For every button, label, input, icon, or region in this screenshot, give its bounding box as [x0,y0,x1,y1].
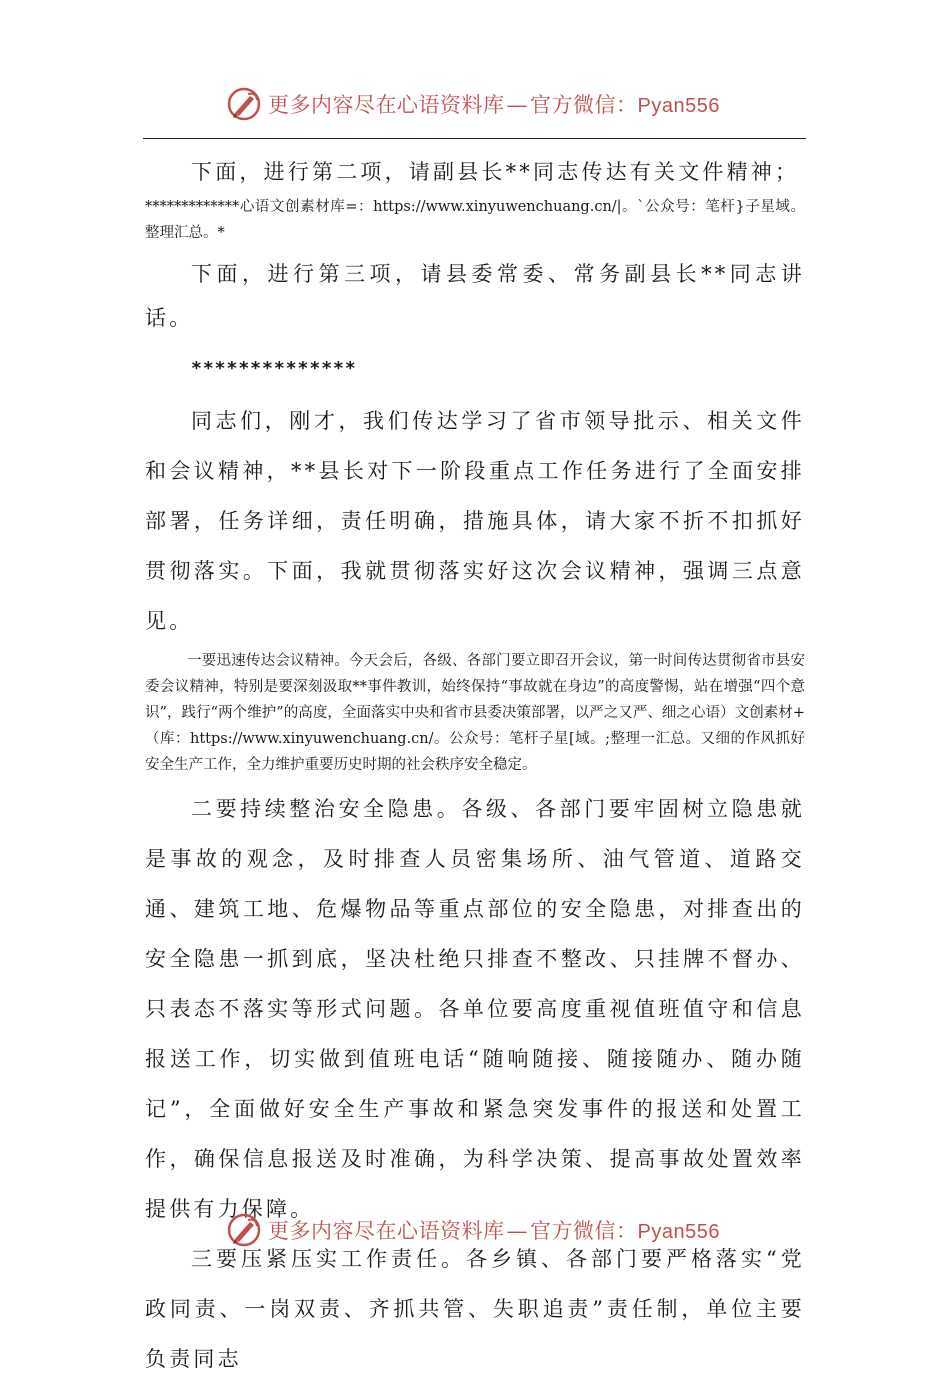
separator-stars: ************** [191,358,357,379]
banner [226,84,720,124]
banner-official: 官方微信： [530,1219,638,1243]
banner-dash: — [506,1219,528,1243]
document-body [145,150,805,1384]
banner-text [268,89,720,119]
banner-wechat-id: Pyan556 [637,95,720,117]
watermark-paragraph-1: *************心语文创素材库=：https://www.xinyuwenchuang.cn/|。`公众号：笔杆}子星域。整理汇总。* [145,199,805,241]
paragraph-item-3: 下面，进行第三项，请县委常委、常务副县长**同志讲话。 [145,262,805,330]
banner-wechat-id: Pyan556 [637,1221,720,1243]
paragraph-point-1: 一要迅速传达会议精神。今天会后，各级、各部门要立即召开会议，第一时间传达贯彻省市县安委会议精神，特别是要深刻汲取**事件教训，始终保持“事故就在身边”的高度警惕，站在增强“四个意识”，践行“两个维护”的高度，全面落实中央和省市县委决策部署，以严之又严、细之心语）文创素材+（库：https://www.xinyuwenchuang.cn/。公众号：笔杆子星[域。;整理一汇总。又细的作风抓好安全生产工作，全力维护重要历史时期的社会秩序安全稳定。 [145,653,805,773]
header-divider [143,138,806,139]
pen-logo-icon [226,1212,262,1248]
banner-text [268,1215,720,1245]
banner [226,1210,720,1250]
paragraph-point-2: 二要持续整治安全隐患。各级、各部门要牢固树立隐患就是事故的观念，及时排查人员密集场所、油气管道、道路交通、建筑工地、危爆物品等重点部位的安全隐患，对排查出的安全隐患一抓到底，坚决杜绝只排查不整改、只挂牌不督办、只表态不落实等形式问题。各单位要高度重视值班值守和信息报送工作，切实做到值班电话“随响随接、随接随办、随办随记”，全面做好安全生产事故和紧急突发事件的报送和处置工作，确保信息报送及时准确，为科学决策、提高事故处置效率提供有力保障。 [145,797,805,1221]
paragraph-point-3: 三要压紧压实工作责任。各乡镇、各部门要严格落实“党政同责、一岗双责、齐抓共管、失职追责”责任制，单位主要负责同志 [145,1247,805,1371]
paragraph-item-2: 下面，进行第二项，请副县长**同志传达有关文件精神； [191,160,800,184]
footer-banner [0,1210,950,1250]
paragraph-intro: 同志们，刚才，我们传达学习了省市领导批示、相关文件和会议精神，**县长对下一阶段重点工作任务进行了全面安排部署，任务详细，责任明确，措施具体，请大家不折不扣抓好贯彻落实。下面，我就贯彻落实好这次会议精神，强调三点意见。 [145,409,805,633]
banner-dash: — [506,93,528,117]
banner-title: 更多内容尽在心语资料库 [268,93,505,117]
banner-official: 官方微信： [530,93,638,117]
header-banner [0,84,950,124]
pen-logo-icon [226,86,262,122]
banner-title: 更多内容尽在心语资料库 [268,1219,505,1243]
